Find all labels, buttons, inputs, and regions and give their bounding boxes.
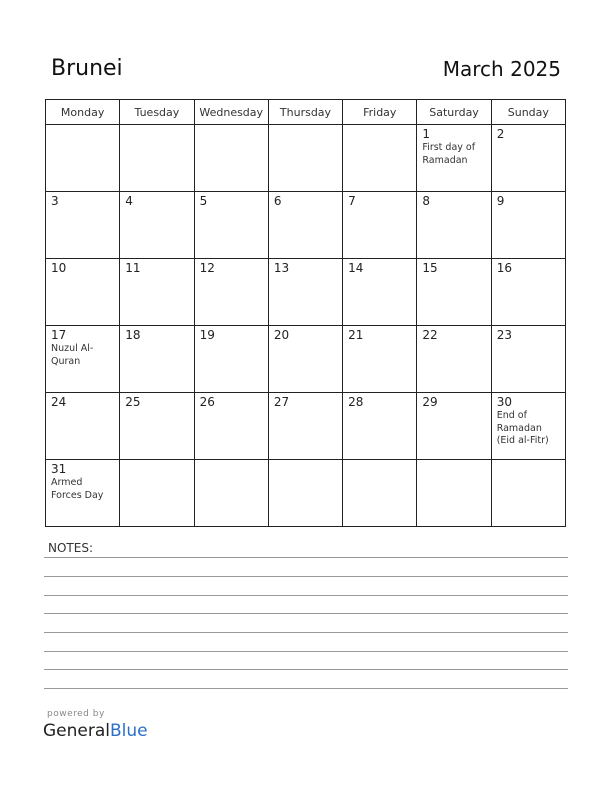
day-number: 31 xyxy=(51,462,67,476)
weekday-wednesday: Wednesday xyxy=(194,100,268,125)
day-cell[interactable] xyxy=(417,393,491,460)
week-row xyxy=(46,393,566,460)
day-cell[interactable] xyxy=(343,259,417,326)
day-cell[interactable] xyxy=(268,326,342,393)
day-number: 12 xyxy=(199,261,215,275)
day-cell[interactable] xyxy=(343,460,417,527)
day-cell[interactable] xyxy=(120,259,194,326)
week-row xyxy=(46,460,566,527)
calendar-grid xyxy=(45,99,566,527)
day-cell[interactable] xyxy=(417,259,491,326)
weekday-saturday: Saturday xyxy=(417,100,491,125)
day-cell[interactable] xyxy=(491,460,565,527)
day-cell[interactable] xyxy=(120,460,194,527)
day-number: 5 xyxy=(199,194,208,208)
day-number: 25 xyxy=(125,395,141,409)
week-row xyxy=(46,259,566,326)
weekday-sunday: Sunday xyxy=(491,100,565,125)
note-line xyxy=(44,688,568,689)
day-cell[interactable] xyxy=(491,259,565,326)
day-cell[interactable] xyxy=(268,259,342,326)
day-number: 18 xyxy=(125,328,141,342)
day-cell[interactable] xyxy=(46,125,120,192)
day-number: 22 xyxy=(422,328,438,342)
day-cell[interactable] xyxy=(194,125,268,192)
day-cell[interactable] xyxy=(120,125,194,192)
day-cell[interactable] xyxy=(491,192,565,259)
day-cell[interactable] xyxy=(491,125,565,192)
day-number: 21 xyxy=(348,328,364,342)
day-number: 19 xyxy=(199,328,215,342)
day-cell[interactable] xyxy=(46,460,120,527)
weekday-thursday: Thursday xyxy=(268,100,342,125)
day-cell[interactable] xyxy=(343,326,417,393)
logo-general: General xyxy=(43,721,110,741)
day-number: 10 xyxy=(51,261,67,275)
note-line xyxy=(44,557,568,558)
day-cell[interactable] xyxy=(46,192,120,259)
day-number: 27 xyxy=(273,395,290,409)
weekday-friday: Friday xyxy=(343,100,417,125)
day-number: 1 xyxy=(422,127,431,141)
day-number: 9 xyxy=(496,194,505,208)
day-cell[interactable] xyxy=(46,259,120,326)
week-row xyxy=(46,326,566,393)
day-cell[interactable] xyxy=(46,326,120,393)
day-cell[interactable] xyxy=(343,125,417,192)
day-number: 3 xyxy=(51,194,59,208)
day-number: 23 xyxy=(496,328,512,342)
day-number: 8 xyxy=(422,194,431,208)
country-title: Brunei xyxy=(51,56,123,81)
day-cell[interactable] xyxy=(268,460,342,527)
powered-by-text: powered by xyxy=(47,709,105,719)
day-cell[interactable] xyxy=(417,125,491,192)
day-number: 16 xyxy=(496,261,512,275)
day-cell[interactable] xyxy=(268,393,342,460)
day-cell[interactable] xyxy=(343,192,417,259)
day-cell[interactable] xyxy=(268,192,342,259)
note-line xyxy=(44,595,568,596)
month-title: March 2025 xyxy=(442,57,561,81)
day-number: 24 xyxy=(51,395,67,409)
generalblue-logo[interactable] xyxy=(43,721,148,741)
note-line xyxy=(44,613,568,614)
day-cell[interactable] xyxy=(194,259,268,326)
weekday-tuesday: Tuesday xyxy=(120,100,194,125)
day-cell[interactable] xyxy=(268,125,342,192)
note-line xyxy=(44,651,568,652)
day-number: 28 xyxy=(348,395,364,409)
weekday-header-row xyxy=(46,100,566,125)
holiday-label: Armed Forces Day xyxy=(51,477,104,501)
logo-blue: Blue xyxy=(110,721,148,741)
day-number: 17 xyxy=(51,328,67,342)
day-number: 7 xyxy=(348,194,356,208)
day-cell[interactable] xyxy=(417,326,491,393)
day-cell[interactable] xyxy=(417,192,491,259)
day-number: 6 xyxy=(273,194,282,208)
day-cell[interactable] xyxy=(46,393,120,460)
day-number: 11 xyxy=(125,261,141,275)
day-number: 14 xyxy=(348,261,364,275)
day-cell[interactable] xyxy=(194,393,268,460)
day-cell[interactable] xyxy=(417,460,491,527)
day-number: 2 xyxy=(496,127,505,141)
day-number: 15 xyxy=(422,261,438,275)
day-cell[interactable] xyxy=(491,326,565,393)
day-cell[interactable] xyxy=(120,393,194,460)
note-line xyxy=(44,632,568,633)
notes-label: NOTES: xyxy=(48,541,93,555)
day-cell[interactable] xyxy=(343,393,417,460)
day-number: 20 xyxy=(273,328,290,342)
day-cell[interactable] xyxy=(491,393,565,460)
week-row xyxy=(46,125,566,192)
week-row xyxy=(46,192,566,259)
holiday-label: End of Ramadan (Eid al-Fitr) xyxy=(496,410,549,446)
day-number: 4 xyxy=(125,194,133,208)
day-number: 13 xyxy=(273,261,290,275)
day-cell[interactable] xyxy=(194,192,268,259)
weekday-monday: Monday xyxy=(46,100,120,125)
day-number: 30 xyxy=(496,395,512,409)
day-cell[interactable] xyxy=(120,326,194,393)
day-cell[interactable] xyxy=(194,326,268,393)
day-cell[interactable] xyxy=(120,192,194,259)
day-number: 29 xyxy=(422,395,438,409)
holiday-label: First day of Ramadan xyxy=(422,142,476,166)
day-number: 26 xyxy=(199,395,215,409)
holiday-label: Nuzul Al-Quran xyxy=(51,343,94,367)
day-cell[interactable] xyxy=(194,460,268,527)
note-line xyxy=(44,669,568,670)
note-line xyxy=(44,576,568,577)
